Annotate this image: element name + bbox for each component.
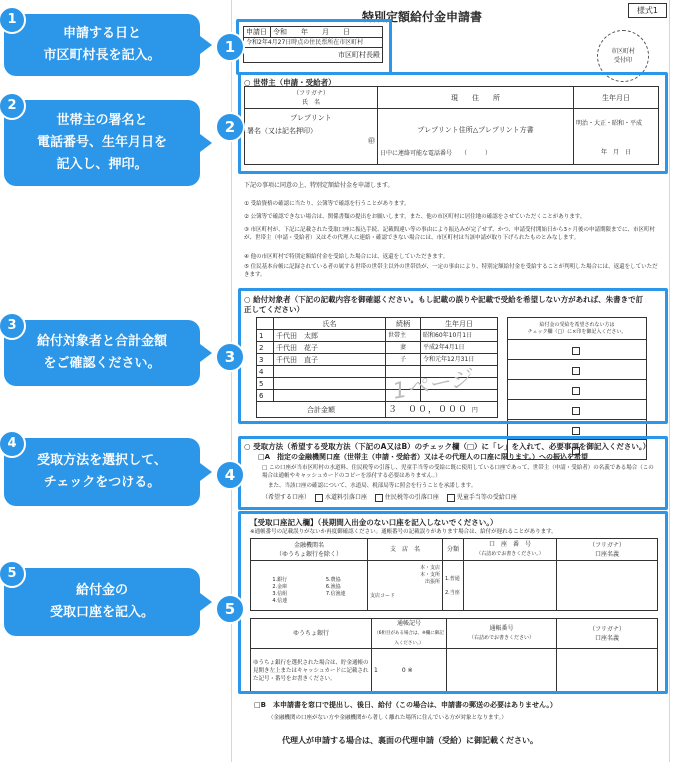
badge-2: 2 (215, 112, 245, 142)
step-callout-5: 給付金の 受取口座を記入。 (4, 568, 200, 636)
highlight-2 (238, 72, 668, 174)
option-a[interactable]: □A 指定の金融機関口座（世帯主（申請・受給者）又はその代理人の口座に限ります。）への振込を希望 (258, 453, 588, 461)
optout-checkbox[interactable] (572, 427, 580, 435)
note-2: ② 公簿等で確認できない場合は、関係書類の提出をお願いします。また、他の市区町村に居住地の確認をさせていただくことがあります。 (244, 214, 586, 220)
option-b[interactable]: □B 本申請書を窓口で提出し、後日、給付（この場合は、申請書の郵送の必要はありません。） (254, 701, 557, 709)
note-1: ① 受給資格の確認に当たり、公簿等で確認を行うことがあります。 (244, 201, 410, 207)
step-number-1: 1 (0, 6, 26, 34)
method-heading: ○ 受取方法（希望する受取方法（下記のA又はB）のチェック欄（□）に「レ」を入れて、必要事項を御記入ください。） (244, 442, 651, 451)
badge-1: 1 (215, 32, 245, 62)
yucho-table: ゆうちょ銀行 通帳記号 （6桁目がある場合は、※欄に御記入ください。） 通帳番号 （右詰めでお書きください） （フリガナ） 口座名義 ゆうちょ銀行を選択された場合は、貯金通帳の見開き左上またはキャッシュカードに記載された記号・番号をお書きください。 1 0 ※ (250, 618, 658, 693)
badge-5: 5 (215, 594, 245, 624)
optout-table: 給付金の受給を希望されない方は チェック欄（□）に×印を御記入ください。 (507, 317, 647, 460)
recipient-row: 4 (257, 366, 498, 378)
application-form (224, 0, 670, 762)
total-label: 合計金額 (257, 402, 386, 418)
highlight-3 (238, 288, 668, 424)
recipients-heading: ○ 給付対象者（下記の記載内容を御確認ください。もし記載の誤りや記載で受給を希望しない方があれば、朱書きで訂正してください） (244, 295, 644, 314)
applicant-name-field[interactable]: プレプリント 署名（又は記名押印） ㊞ (245, 109, 378, 165)
footer-text: 代理人が申請する場合は、裏面の代理申請（受給）に御記載ください。 (282, 736, 538, 745)
recipient-row: 5 (257, 378, 498, 390)
page-mark: 1ページ (390, 366, 474, 405)
badge-4: 4 (215, 460, 245, 490)
step-number-4: 4 (0, 430, 26, 458)
applicant-address-field[interactable]: プレプリント住所△プレプリント方書 日中に連絡可能な電話番号 （ ） (378, 109, 574, 165)
step-callout-2: 世帯主の署名と 電話番号、生年月日を 記入し、押印。 (4, 100, 200, 186)
option-a-sub2: また、当該口座の確認について、水道局、税部局等に照会を行うことを承諾します。 (268, 483, 477, 489)
recipient-row: 3 千代田 直子 子 令和元年12月31日 (257, 354, 498, 366)
note-4: ④ 他の市区町村で特別定額給付金を受給した場合には、返還をしていただきます。 (244, 254, 449, 260)
method-choices: （希望する口座） 水道料引落口座 住民税等の引落口座 児童手当等の受給口座 (262, 494, 517, 501)
step-callout-1: 申請する日と 市区町村長を記入。 (4, 14, 200, 76)
note-5: ⑤ 住民基本台帳に記録されている者の属する世帯の世帯主以外の世帯員が、一定の事由により、特別定額給付金を受給することが判明した場合には、返還をしていただきます。 (244, 264, 658, 278)
option-a-sub[interactable]: □ この口座が当市区町村の水道料、住民税等の引落し、児童手当等の受給に既に使用している口座であって、世帯主（申請・受給者）の名義である場合（この場合は通帳やキャッシュカードのコピーを添付する必要はありません。） (262, 465, 654, 479)
yucho-code-field[interactable]: 1 0 ※ (372, 649, 447, 693)
bank-name-field[interactable]: 1.銀行 2.金庫 3.信組 4.信連 5.農協 6.漁協 7.信漁連 (251, 561, 368, 611)
total-amount: ３ ００，０００ 円 (386, 402, 498, 418)
highlight-1 (236, 19, 392, 75)
account-type-field[interactable]: 1.普通 2.当座 (443, 561, 464, 611)
recipient-row: 6 (257, 390, 498, 402)
basis-text: 令和2年4月27日時点の住民票所在市区町村 (244, 38, 383, 48)
note-3: ③ 市区町村が、下記に記載された受取口座に振込手続、記載間違い等の事由により振込みが完了せず、かつ、申請受付開始日から3ヶ月後の申請期限までに、市区町村が、世帯主（申請・受給者）又はその代理人に連絡・確認できない場合には、市区町村は当該申請が取り下げられたものとみなします。 (244, 227, 656, 241)
step-number-3: 3 (0, 312, 26, 340)
step-callout-4: 受取方法を選択して、 チェックをつける。 (4, 438, 200, 506)
option-b-sub: （金融機関の口座がない方や金融機関から著しく離れた場所に住んでいる方が対象となります。） (268, 715, 507, 721)
applicant-dob-field[interactable]: 明治・大正・昭和・平成 年 月 日 (574, 109, 659, 165)
reception-stamp: 市区町村 受付印 (597, 30, 649, 82)
apply-date-label: 申請日 (244, 27, 271, 38)
agreement-text: 下記の事項に同意の上、特別定額給付金を申請します。 (244, 182, 394, 189)
recipients-table: 氏名 続柄 生年月日 1 千代田 太郎 世帯主 昭和60年10月1日 2 千代田 花子 妻 平成2年4月1日 3 千代田 直子 子 令和元年12月31日 4 5 6 合計金額 ３ ００，０００ 円 (256, 317, 498, 418)
head-section-title: ○ 世帯主（申請・受給者） (244, 78, 336, 87)
bank-table: 金融機関名 （ゆうちょ銀行を除く） 支 店 名 分類 口 座 番 号 （右詰めでお書きください。） （フリガナ） 口座名義 1.銀行 2.金庫 3.信組 4.信連 5.農協 6.漁協 7.信漁連 本・支店 本・支所 出張所 支店コード 1.普通 2.当座 (250, 538, 658, 611)
yucho-note: ゆうちょ銀行を選択された場合は、貯金通帳の見開き左上またはキャッシュカードに記載された記号・番号をお書きください。 (251, 649, 372, 693)
apply-date-field[interactable]: 令和 年 月 日 (271, 27, 383, 38)
head-table: （フリガナ） 氏 名 現 住 所 生年月日 プレプリント 署名（又は記名押印） ㊞ プレプリント住所△プレプリント方書 日中に連絡可能な電話番号 （ ） 明治・大正・昭和・平成 年 月 日 (244, 86, 659, 165)
form-number: 様式1 (628, 3, 667, 18)
highlight-5 (238, 511, 668, 694)
step-callout-3: 給付対象者と合計金額 をご確認ください。 (4, 320, 200, 386)
form-title: 特別定額給付金申請書 (362, 10, 483, 24)
step-number-2: 2 (0, 92, 26, 120)
step-number-5: 5 (0, 560, 26, 588)
account-note: ※通帳番号の記載誤りがないか再度御確認ください。通帳番号の記載誤りがあります場合は、給付が遅れることがあります。 (250, 529, 557, 535)
badge-3: 3 (215, 342, 245, 372)
recipient-row: 2 千代田 花子 妻 平成2年4月1日 (257, 342, 498, 354)
mayor-field[interactable]: 市区町村長殿 (244, 48, 383, 63)
instruction-panel (0, 0, 226, 762)
recipient-row: 1 千代田 太郎 世帯主 昭和60年10月1日 (257, 330, 498, 342)
account-heading: 【受取口座記入欄】（長期間入出金のない口座を記入しないでください。） (250, 518, 498, 527)
highlight-4 (238, 436, 668, 510)
branch-name-field[interactable]: 本・支店 本・支所 出張所 支店コード (368, 561, 443, 611)
